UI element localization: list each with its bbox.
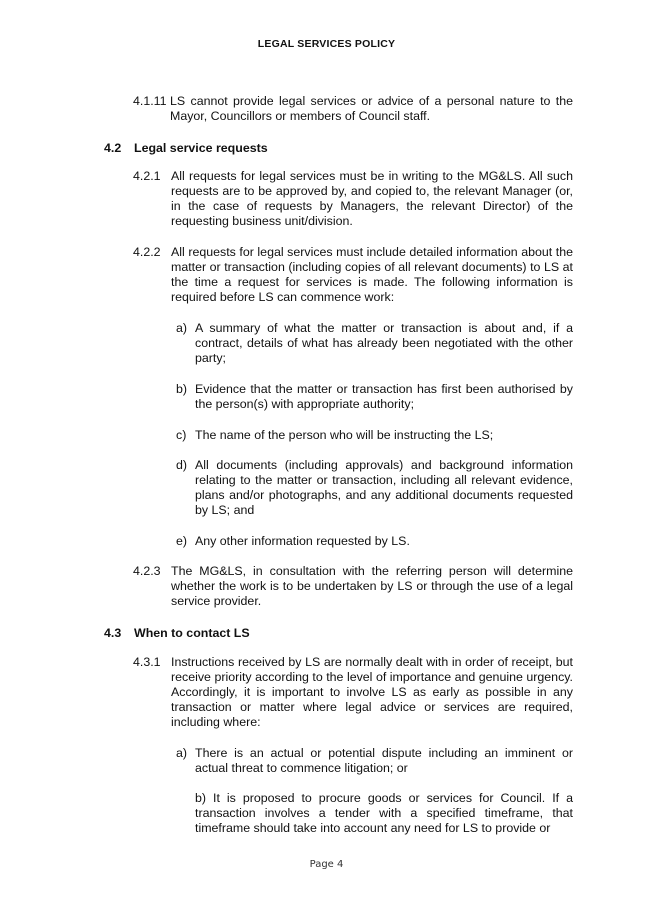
list-item-label: a) bbox=[176, 746, 188, 760]
page-number: Page 4 bbox=[309, 859, 344, 870]
clause-number: 4.2.3 bbox=[133, 564, 161, 578]
list-item-text: There is an actual or potential dispute including an imminent or actual threat to commence litigation; or bbox=[195, 746, 573, 776]
clause-number: 4.2.2 bbox=[133, 245, 161, 259]
list-item bbox=[195, 791, 573, 836]
section-title: When to contact LS bbox=[134, 626, 250, 640]
clause-number: 4.3.1 bbox=[133, 655, 161, 669]
clause-4-3-1 bbox=[133, 655, 573, 730]
list-item-text: A summary of what the matter or transaction is about and, if a contract, details of what has already been negotiated with the other party; bbox=[195, 321, 573, 366]
page-header-title: LEGAL SERVICES POLICY bbox=[257, 38, 396, 50]
list-item bbox=[176, 458, 573, 518]
clause-4-1-11 bbox=[133, 94, 573, 124]
list-item-text: b) It is proposed to procure goods or services for Council. If a transaction involves a tender with a specified timeframe, that timeframe should take into account any need for LS to provide or bbox=[195, 791, 573, 836]
list-item-label: d) bbox=[176, 458, 188, 472]
list-item bbox=[176, 428, 573, 443]
clause-number: 4.2.1 bbox=[133, 169, 161, 183]
list-item-text: Any other information requested by LS. bbox=[195, 534, 410, 548]
section-number: 4.2 bbox=[104, 141, 122, 155]
clause-4-2-2 bbox=[133, 245, 573, 305]
list-item-text: All documents (including approvals) and background information relating to the matter or transaction, including all relevant evidence, plans and/or photographs, and any additional documents requested by LS; and bbox=[195, 458, 573, 518]
clause-text: All requests for legal services must include detailed information about the matter or transaction (including copies of all relevant documents) to LS at the time a request for services is made. The following information is required before LS can commence work: bbox=[171, 245, 573, 305]
section-heading-4-3 bbox=[104, 626, 250, 640]
list-item bbox=[176, 746, 573, 776]
list-item bbox=[176, 382, 573, 412]
list-item-text: Evidence that the matter or transaction has first been authorised by the person(s) with appropriate authority; bbox=[195, 382, 573, 412]
clause-number: 4.1.11 bbox=[133, 94, 167, 108]
list-item bbox=[176, 321, 573, 366]
section-title: Legal service requests bbox=[134, 141, 268, 155]
list-item-label: b) bbox=[176, 382, 188, 396]
list-item-label: c) bbox=[176, 428, 187, 442]
clause-text: Instructions received by LS are normally dealt with in order of receipt, but receive priority according to the level of importance and genuine urgency. Accordingly, it is important to involve LS as early as possible in any transaction or matter where legal advice or services are required, including where: bbox=[171, 655, 573, 730]
clause-text: LS cannot provide legal services or advice of a personal nature to the Mayor, Councillors or members of Council staff. bbox=[170, 94, 573, 124]
list-item-label: e) bbox=[176, 534, 188, 548]
section-heading-4-2 bbox=[104, 141, 268, 155]
clause-text: All requests for legal services must be in writing to the MG&LS. All such requests are to be approved by, and copied to, the relevant Manager (or, in the case of requests by Managers, the relevant Director) of the requesting business unit/division. bbox=[171, 169, 573, 229]
list-item bbox=[176, 534, 573, 549]
clause-text: The MG&LS, in consultation with the referring person will determine whether the work is to be undertaken by LS or through the use of a legal service provider. bbox=[171, 564, 573, 609]
list-item-label: a) bbox=[176, 321, 188, 335]
clause-4-2-1 bbox=[133, 169, 573, 229]
clause-4-2-3 bbox=[133, 564, 573, 609]
section-number: 4.3 bbox=[104, 626, 122, 640]
list-item-text: The name of the person who will be instructing the LS; bbox=[195, 428, 494, 442]
